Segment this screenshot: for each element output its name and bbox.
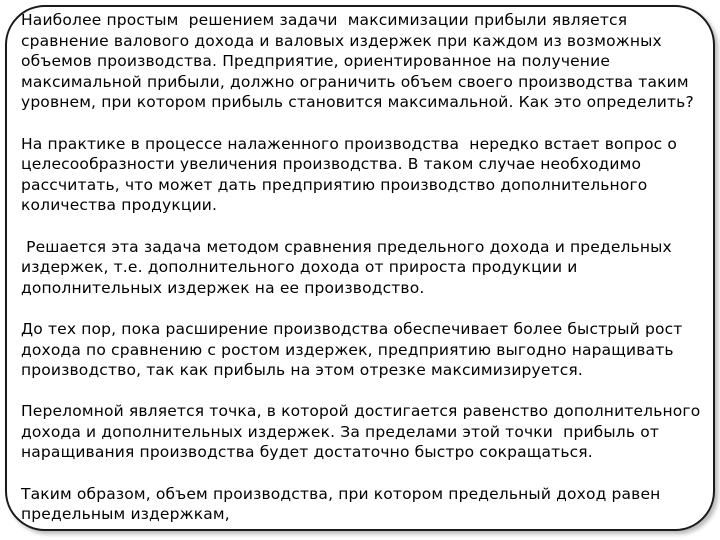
paragraph-1: Наиболее простым решением задачи максимизации прибыли является сравнение валового дохода и валовых издержек при каждом из возможных объемов производства. Предприятие, ориентированное на получение максимальной прибыли, должно ограничить объем своего производства таким уровнем, при котором прибыль становится максимальной. Как это определить? [21,11,694,112]
paragraph-4: До тех пор, пока расширение производства обеспечивает более быстрый рост дохода по сравнению с ростом издержек, предприятию выгодно наращивать производство, так как прибыль на этом отрезке максимизируется. [21,319,688,380]
text-body [21,10,706,540]
paragraph-5: Переломной является точка, в которой достигается равенство дополнительного дохода и дополнительных издержек. За пределами этой точки прибыль от наращивания производства будет достаточно быстро сокращаться. [21,402,706,462]
paragraph-3: Решается эта задача методом сравнения предельного дохода и предельных издержек, т.е. дополнительного дохода от прироста продукции и дополнительных издержек на ее производство. [21,237,677,297]
paragraph-6: Таким образом, объем производства, при котором предельный доход равен предельным издержкам, [21,484,666,524]
paragraph-2: На практике в процессе налаженного производства нередко встает вопрос о целесообразности увеличения производства. В таком случае необходимо рассчитать, что может дать предприятию производство дополнительного количества продукции. [21,134,683,215]
